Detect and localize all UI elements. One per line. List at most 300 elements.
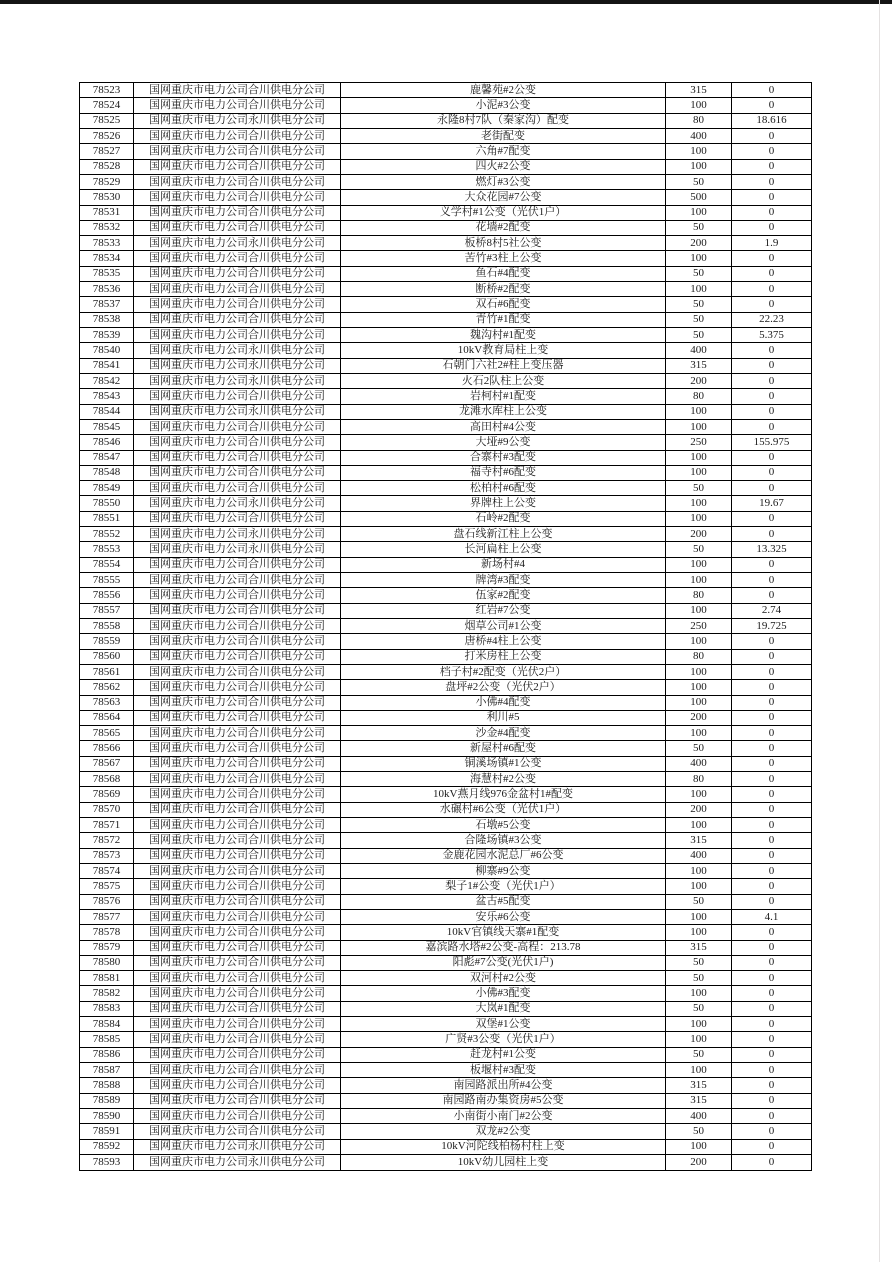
table-row (80, 190, 812, 205)
cell-station: 小南街小南门#2公变 (341, 1108, 666, 1123)
table-row (80, 955, 812, 970)
cell-value: 5.375 (732, 328, 812, 343)
cell-id: 78585 (80, 1032, 134, 1047)
cell-capacity: 100 (666, 925, 732, 940)
cell-id: 78565 (80, 726, 134, 741)
cell-value: 0 (732, 389, 812, 404)
cell-value: 0 (732, 726, 812, 741)
cell-value: 0 (732, 450, 812, 465)
cell-company: 国网重庆市电力公司合川供电分公司 (134, 955, 341, 970)
cell-id: 78558 (80, 618, 134, 633)
table-row (80, 726, 812, 741)
table-row (80, 251, 812, 266)
cell-station: 牌湾#3配变 (341, 573, 666, 588)
cell-id: 78529 (80, 174, 134, 189)
cell-capacity: 100 (666, 1032, 732, 1047)
cell-value: 1.9 (732, 236, 812, 251)
table-row (80, 465, 812, 480)
cell-value: 2.74 (732, 603, 812, 618)
cell-company: 国网重庆市电力公司合川供电分公司 (134, 573, 341, 588)
cell-company: 国网重庆市电力公司合川供电分公司 (134, 1017, 341, 1032)
cell-company: 国网重庆市电力公司合川供电分公司 (134, 389, 341, 404)
cell-station: 盆古#5配变 (341, 894, 666, 909)
cell-id: 78533 (80, 236, 134, 251)
cell-station: 义学村#1公变（光伏1户） (341, 205, 666, 220)
cell-company: 国网重庆市电力公司合川供电分公司 (134, 1093, 341, 1108)
table-row (80, 802, 812, 817)
table-row (80, 1154, 812, 1170)
cell-capacity: 50 (666, 220, 732, 235)
cell-station: 新屋村#6配变 (341, 741, 666, 756)
cell-company: 国网重庆市电力公司合川供电分公司 (134, 588, 341, 603)
cell-id: 78546 (80, 435, 134, 450)
cell-value: 0 (732, 557, 812, 572)
cell-capacity: 100 (666, 465, 732, 480)
cell-station: 石朝门六社2#柱上变压器 (341, 358, 666, 373)
cell-company: 国网重庆市电力公司合川供电分公司 (134, 220, 341, 235)
cell-id: 78543 (80, 389, 134, 404)
table-row (80, 1047, 812, 1062)
cell-company: 国网重庆市电力公司合川供电分公司 (134, 98, 341, 113)
table-row (80, 481, 812, 496)
cell-capacity: 100 (666, 496, 732, 511)
cell-value: 0 (732, 282, 812, 297)
cell-capacity: 50 (666, 1047, 732, 1062)
cell-station: 嘉滨路水塔#2公变-高程：213.78 (341, 940, 666, 955)
cell-station: 燃灯#3公变 (341, 174, 666, 189)
cell-company: 国网重庆市电力公司合川供电分公司 (134, 159, 341, 174)
cell-value: 0 (732, 1093, 812, 1108)
cell-company: 国网重庆市电力公司合川供电分公司 (134, 909, 341, 924)
cell-station: 安乐#6公变 (341, 909, 666, 924)
cell-capacity: 200 (666, 802, 732, 817)
cell-value: 0 (732, 1108, 812, 1123)
cell-id: 78552 (80, 527, 134, 542)
table-row (80, 588, 812, 603)
cell-id: 78572 (80, 833, 134, 848)
cell-station: 老街配变 (341, 128, 666, 143)
table-row (80, 542, 812, 557)
cell-station: 铜溪场镇#1公变 (341, 756, 666, 771)
table-row (80, 404, 812, 419)
cell-capacity: 50 (666, 971, 732, 986)
cell-company: 国网重庆市电力公司合川供电分公司 (134, 603, 341, 618)
cell-capacity: 100 (666, 450, 732, 465)
cell-id: 78569 (80, 787, 134, 802)
cell-company: 国网重庆市电力公司永川供电分公司 (134, 527, 341, 542)
cell-value: 0 (732, 511, 812, 526)
cell-id: 78575 (80, 879, 134, 894)
cell-id: 78583 (80, 1001, 134, 1016)
cell-value: 0 (732, 419, 812, 434)
cell-company: 国网重庆市电力公司合川供电分公司 (134, 297, 341, 312)
cell-id: 78568 (80, 772, 134, 787)
table-row (80, 496, 812, 511)
cell-company: 国网重庆市电力公司永川供电分公司 (134, 1139, 341, 1154)
cell-company: 国网重庆市电力公司合川供电分公司 (134, 1124, 341, 1139)
cell-capacity: 100 (666, 680, 732, 695)
cell-capacity: 100 (666, 1139, 732, 1154)
cell-company: 国网重庆市电力公司合川供电分公司 (134, 925, 341, 940)
cell-id: 78589 (80, 1093, 134, 1108)
cell-station: 魏沟村#1配变 (341, 328, 666, 343)
cell-station: 小佛#3配变 (341, 986, 666, 1001)
cell-value: 0 (732, 756, 812, 771)
cell-company: 国网重庆市电力公司永川供电分公司 (134, 358, 341, 373)
cell-id: 78531 (80, 205, 134, 220)
cell-capacity: 250 (666, 618, 732, 633)
cell-value: 0 (732, 787, 812, 802)
cell-capacity: 400 (666, 128, 732, 143)
cell-station: 10kV教育局柱上变 (341, 343, 666, 358)
table-row (80, 695, 812, 710)
cell-id: 78574 (80, 863, 134, 878)
cell-value: 19.67 (732, 496, 812, 511)
cell-company: 国网重庆市电力公司合川供电分公司 (134, 894, 341, 909)
table-row (80, 863, 812, 878)
cell-company: 国网重庆市电力公司合川供电分公司 (134, 328, 341, 343)
cell-capacity: 100 (666, 879, 732, 894)
cell-company: 国网重庆市电力公司合川供电分公司 (134, 986, 341, 1001)
cell-capacity: 100 (666, 511, 732, 526)
cell-id: 78536 (80, 282, 134, 297)
cell-value: 0 (732, 159, 812, 174)
cell-station: 唐桥#4柱上公变 (341, 634, 666, 649)
table-row (80, 511, 812, 526)
cell-id: 78584 (80, 1017, 134, 1032)
cell-station: 红岩#7公变 (341, 603, 666, 618)
cell-capacity: 100 (666, 251, 732, 266)
table-row (80, 894, 812, 909)
cell-id: 78587 (80, 1063, 134, 1078)
cell-station: 长河扁柱上公变 (341, 542, 666, 557)
cell-value: 155.975 (732, 435, 812, 450)
cell-company: 国网重庆市电力公司永川供电分公司 (134, 542, 341, 557)
cell-capacity: 200 (666, 527, 732, 542)
cell-id: 78564 (80, 710, 134, 725)
cell-capacity: 315 (666, 1093, 732, 1108)
cell-capacity: 100 (666, 205, 732, 220)
cell-id: 78535 (80, 266, 134, 281)
table-row (80, 634, 812, 649)
cell-company: 国网重庆市电力公司合川供电分公司 (134, 863, 341, 878)
table-row (80, 741, 812, 756)
cell-value: 22.23 (732, 312, 812, 327)
cell-id: 78527 (80, 144, 134, 159)
table-row (80, 818, 812, 833)
table-row (80, 358, 812, 373)
table-row (80, 664, 812, 679)
cell-company: 国网重庆市电力公司合川供电分公司 (134, 649, 341, 664)
cell-value: 0 (732, 83, 812, 98)
cell-station: 10kV幼儿园柱上变 (341, 1154, 666, 1170)
cell-capacity: 80 (666, 649, 732, 664)
cell-value: 0 (732, 358, 812, 373)
cell-id: 78577 (80, 909, 134, 924)
cell-company: 国网重庆市电力公司合川供电分公司 (134, 818, 341, 833)
cell-id: 78576 (80, 894, 134, 909)
cell-value: 0 (732, 818, 812, 833)
cell-station: 苦竹#3柱上公变 (341, 251, 666, 266)
cell-station: 龙滩水库柱上公变 (341, 404, 666, 419)
table-row (80, 83, 812, 98)
table-row (80, 573, 812, 588)
cell-id: 78563 (80, 695, 134, 710)
table-row (80, 282, 812, 297)
table-row (80, 205, 812, 220)
cell-station: 金鹿花园水泥总厂#6公变 (341, 848, 666, 863)
cell-capacity: 200 (666, 1154, 732, 1170)
cell-value: 0 (732, 940, 812, 955)
cell-id: 78547 (80, 450, 134, 465)
cell-company: 国网重庆市电力公司合川供电分公司 (134, 312, 341, 327)
cell-station: 大众花园#7公变 (341, 190, 666, 205)
cell-station: 大垭#9公变 (341, 435, 666, 450)
cell-capacity: 50 (666, 1001, 732, 1016)
cell-station: 永隆8村7队（秦家沟）配变 (341, 113, 666, 128)
cell-company: 国网重庆市电力公司合川供电分公司 (134, 282, 341, 297)
cell-id: 78566 (80, 741, 134, 756)
cell-id: 78545 (80, 419, 134, 434)
cell-station: 石墩#5公变 (341, 818, 666, 833)
cell-id: 78550 (80, 496, 134, 511)
table-row (80, 557, 812, 572)
cell-company: 国网重庆市电力公司永川供电分公司 (134, 373, 341, 388)
cell-company: 国网重庆市电力公司合川供电分公司 (134, 680, 341, 695)
table-row (80, 1108, 812, 1123)
cell-station: 火石2队柱上公变 (341, 373, 666, 388)
cell-station: 断桥#2配变 (341, 282, 666, 297)
cell-id: 78548 (80, 465, 134, 480)
cell-capacity: 50 (666, 297, 732, 312)
table-row (80, 1124, 812, 1139)
cell-company: 国网重庆市电力公司合川供电分公司 (134, 741, 341, 756)
cell-capacity: 50 (666, 1124, 732, 1139)
cell-value: 0 (732, 1047, 812, 1062)
cell-company: 国网重庆市电力公司合川供电分公司 (134, 419, 341, 434)
cell-id: 78534 (80, 251, 134, 266)
cell-station: 岩柯村#1配变 (341, 389, 666, 404)
cell-company: 国网重庆市电力公司永川供电分公司 (134, 1154, 341, 1170)
cell-station: 小佛#4配变 (341, 695, 666, 710)
cell-company: 国网重庆市电力公司合川供电分公司 (134, 435, 341, 450)
table-row (80, 986, 812, 1001)
cell-value: 0 (732, 986, 812, 1001)
cell-value: 0 (732, 404, 812, 419)
cell-company: 国网重庆市电力公司永川供电分公司 (134, 236, 341, 251)
cell-company: 国网重庆市电力公司合川供电分公司 (134, 557, 341, 572)
cell-id: 78560 (80, 649, 134, 664)
cell-company: 国网重庆市电力公司合川供电分公司 (134, 205, 341, 220)
cell-capacity: 400 (666, 1108, 732, 1123)
cell-station: 打米房柱上公变 (341, 649, 666, 664)
cell-station: 盘坪#2公变（光伏2户） (341, 680, 666, 695)
cell-id: 78591 (80, 1124, 134, 1139)
cell-value: 19.725 (732, 618, 812, 633)
cell-company: 国网重庆市电力公司合川供电分公司 (134, 1078, 341, 1093)
cell-station: 南园路南办集资房#5公变 (341, 1093, 666, 1108)
cell-station: 花墙#2配变 (341, 220, 666, 235)
cell-value: 0 (732, 144, 812, 159)
cell-value: 0 (732, 1078, 812, 1093)
cell-value: 18.616 (732, 113, 812, 128)
table-row (80, 971, 812, 986)
cell-id: 78590 (80, 1108, 134, 1123)
cell-value: 0 (732, 680, 812, 695)
cell-station: 小泥#3公变 (341, 98, 666, 113)
cell-capacity: 100 (666, 98, 732, 113)
cell-capacity: 50 (666, 266, 732, 281)
cell-company: 国网重庆市电力公司合川供电分公司 (134, 190, 341, 205)
cell-capacity: 50 (666, 328, 732, 343)
cell-value: 0 (732, 588, 812, 603)
table-row (80, 1063, 812, 1078)
table-row (80, 1093, 812, 1108)
cell-station: 界牌柱上公变 (341, 496, 666, 511)
cell-capacity: 100 (666, 144, 732, 159)
cell-station: 高田村#4公变 (341, 419, 666, 434)
cell-value: 0 (732, 266, 812, 281)
cell-company: 国网重庆市电力公司合川供电分公司 (134, 465, 341, 480)
table-body (80, 83, 812, 1171)
cell-company: 国网重庆市电力公司合川供电分公司 (134, 1001, 341, 1016)
table-row (80, 649, 812, 664)
cell-capacity: 100 (666, 664, 732, 679)
table-row (80, 710, 812, 725)
cell-value: 0 (732, 297, 812, 312)
cell-id: 78559 (80, 634, 134, 649)
table-row (80, 909, 812, 924)
cell-station: 板桥8村5社公变 (341, 236, 666, 251)
cell-capacity: 315 (666, 833, 732, 848)
cell-company: 国网重庆市电力公司合川供电分公司 (134, 251, 341, 266)
table-row (80, 174, 812, 189)
table-row (80, 925, 812, 940)
cell-value: 0 (732, 664, 812, 679)
cell-value: 0 (732, 1032, 812, 1047)
cell-station: 海慧村#2公变 (341, 772, 666, 787)
cell-value: 0 (732, 1124, 812, 1139)
cell-capacity: 80 (666, 588, 732, 603)
cell-capacity: 315 (666, 1078, 732, 1093)
cell-company: 国网重庆市电力公司合川供电分公司 (134, 879, 341, 894)
table-row (80, 1017, 812, 1032)
cell-value: 0 (732, 174, 812, 189)
cell-station: 新场村#4 (341, 557, 666, 572)
cell-company: 国网重庆市电力公司合川供电分公司 (134, 634, 341, 649)
cell-value: 13.325 (732, 542, 812, 557)
cell-company: 国网重庆市电力公司合川供电分公司 (134, 971, 341, 986)
cell-company: 国网重庆市电力公司合川供电分公司 (134, 128, 341, 143)
cell-company: 国网重庆市电力公司合川供电分公司 (134, 450, 341, 465)
cell-company: 国网重庆市电力公司合川供电分公司 (134, 1032, 341, 1047)
cell-station: 福寺村#6配变 (341, 465, 666, 480)
table-row (80, 772, 812, 787)
cell-company: 国网重庆市电力公司合川供电分公司 (134, 511, 341, 526)
cell-capacity: 100 (666, 986, 732, 1001)
cell-capacity: 100 (666, 419, 732, 434)
cell-id: 78540 (80, 343, 134, 358)
cell-station: 赶龙村#1公变 (341, 1047, 666, 1062)
cell-value: 0 (732, 833, 812, 848)
table-row (80, 618, 812, 633)
table-row (80, 144, 812, 159)
cell-value: 0 (732, 695, 812, 710)
cell-capacity: 100 (666, 603, 732, 618)
cell-id: 78551 (80, 511, 134, 526)
cell-capacity: 100 (666, 573, 732, 588)
cell-capacity: 100 (666, 863, 732, 878)
cell-capacity: 50 (666, 174, 732, 189)
cell-company: 国网重庆市电力公司合川供电分公司 (134, 833, 341, 848)
table-row (80, 435, 812, 450)
table-row (80, 833, 812, 848)
cell-id: 78567 (80, 756, 134, 771)
cell-company: 国网重庆市电力公司合川供电分公司 (134, 83, 341, 98)
cell-capacity: 315 (666, 83, 732, 98)
table-row (80, 787, 812, 802)
cell-value: 4.1 (732, 909, 812, 924)
cell-capacity: 400 (666, 848, 732, 863)
cell-id: 78557 (80, 603, 134, 618)
cell-id: 78562 (80, 680, 134, 695)
cell-station: 双堡#1公变 (341, 1017, 666, 1032)
cell-value: 0 (732, 925, 812, 940)
cell-capacity: 100 (666, 159, 732, 174)
cell-company: 国网重庆市电力公司永川供电分公司 (134, 343, 341, 358)
cell-value: 0 (732, 251, 812, 266)
cell-company: 国网重庆市电力公司合川供电分公司 (134, 802, 341, 817)
cell-value: 0 (732, 634, 812, 649)
cell-company: 国网重庆市电力公司合川供电分公司 (134, 710, 341, 725)
table-row (80, 389, 812, 404)
cell-value: 0 (732, 1154, 812, 1170)
cell-station: 大岚#1配变 (341, 1001, 666, 1016)
cell-station: 柳寨#9公变 (341, 863, 666, 878)
cell-station: 四火#2公变 (341, 159, 666, 174)
cell-id: 78554 (80, 557, 134, 572)
table-row (80, 220, 812, 235)
cell-station: 10kV河陀线柏杨村柱上变 (341, 1139, 666, 1154)
cell-capacity: 80 (666, 772, 732, 787)
cell-company: 国网重庆市电力公司永川供电分公司 (134, 113, 341, 128)
cell-value: 0 (732, 863, 812, 878)
cell-value: 0 (732, 205, 812, 220)
cell-station: 双龙#2公变 (341, 1124, 666, 1139)
cell-station: 档子村#2配变（光伏2户） (341, 664, 666, 679)
cell-id: 78539 (80, 328, 134, 343)
cell-value: 0 (732, 343, 812, 358)
table-row (80, 450, 812, 465)
cell-station: 双石#6配变 (341, 297, 666, 312)
cell-value: 0 (732, 465, 812, 480)
cell-id: 78537 (80, 297, 134, 312)
cell-station: 利川#5 (341, 710, 666, 725)
cell-capacity: 250 (666, 435, 732, 450)
cell-capacity: 50 (666, 955, 732, 970)
cell-value: 0 (732, 1017, 812, 1032)
cell-value: 0 (732, 481, 812, 496)
cell-value: 0 (732, 573, 812, 588)
cell-company: 国网重庆市电力公司合川供电分公司 (134, 726, 341, 741)
cell-capacity: 100 (666, 787, 732, 802)
cell-company: 国网重庆市电力公司合川供电分公司 (134, 772, 341, 787)
cell-station: 六角#7配变 (341, 144, 666, 159)
table-row (80, 266, 812, 281)
cell-company: 国网重庆市电力公司永川供电分公司 (134, 404, 341, 419)
cell-id: 78528 (80, 159, 134, 174)
table-row (80, 848, 812, 863)
